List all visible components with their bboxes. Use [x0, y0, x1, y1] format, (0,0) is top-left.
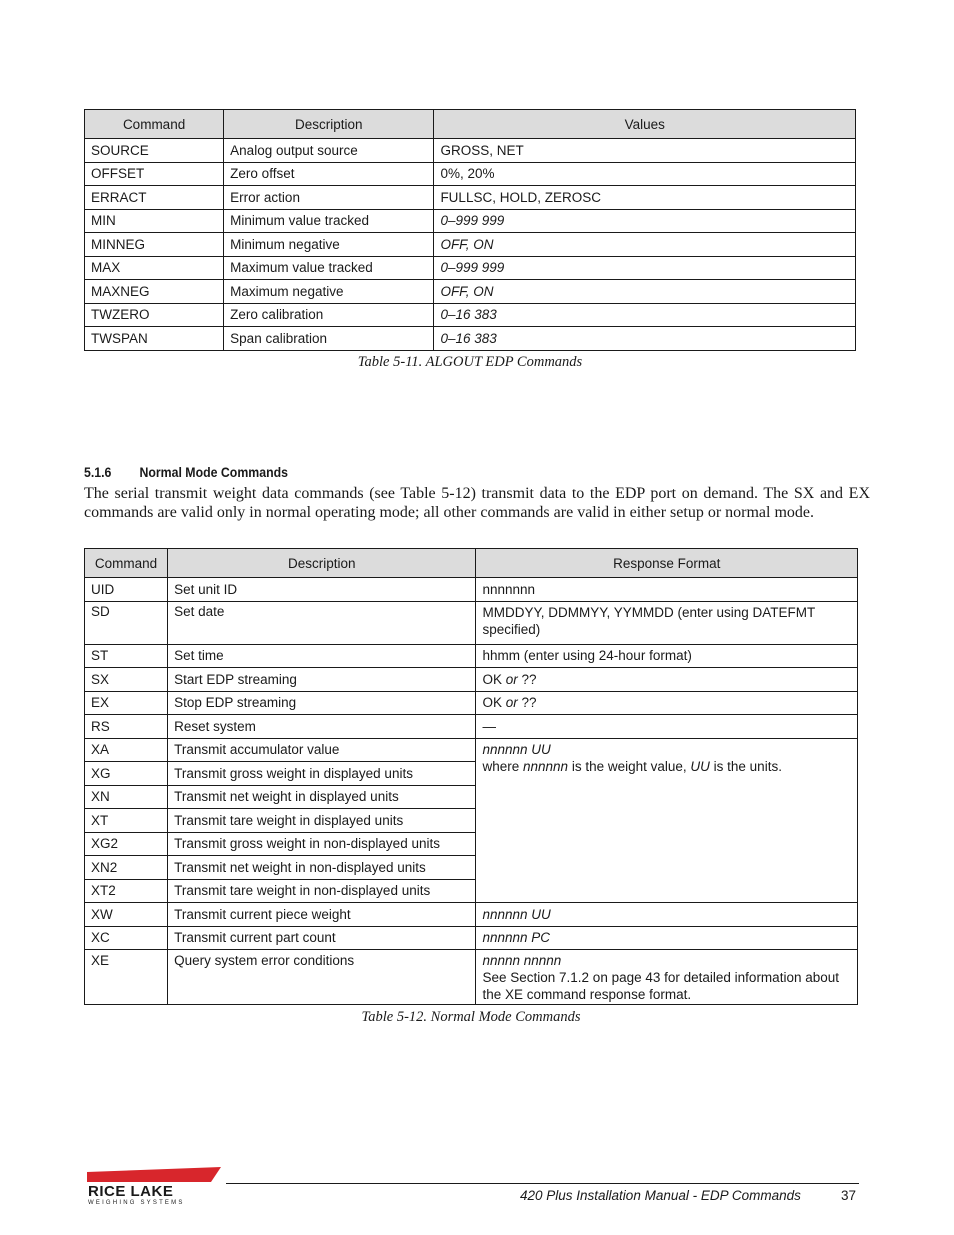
section-heading [84, 464, 288, 480]
table-row [85, 280, 856, 304]
description-cell: Transmit net weight in displayed units [168, 785, 476, 809]
where-text: where [482, 758, 524, 774]
values-cell: 0%, 20% [434, 162, 856, 186]
description-cell: Transmit gross weight in non-displayed units [168, 832, 476, 856]
units-variable: UU [690, 758, 710, 774]
description-cell: Reset system [168, 715, 476, 739]
table-row [85, 691, 858, 715]
response-format-line: nnnnn nnnnn [482, 953, 562, 968]
description-cell: Transmit current piece weight [168, 903, 476, 927]
column-header-response-format: Response Format [476, 549, 858, 578]
table-caption: Table 5-12. Normal Mode Commands [361, 1009, 581, 1025]
section-number: 5.1.6 [84, 464, 112, 480]
command-cell: OFFSET [85, 162, 224, 186]
command-cell: MAXNEG [85, 280, 224, 304]
command-cell: UID [85, 578, 168, 602]
command-cell: XG2 [85, 832, 168, 856]
description-cell: Transmit current part count [168, 926, 476, 950]
column-header-values: Values [434, 110, 856, 139]
table-row [85, 139, 856, 163]
column-header-command: Command [85, 549, 168, 578]
table-row [85, 950, 858, 1005]
table-header-row [85, 549, 858, 578]
table-row [85, 327, 856, 351]
command-cell: SX [85, 668, 168, 692]
logo-wordmark: RICE LAKE [88, 1183, 174, 1200]
table-row [85, 162, 856, 186]
description-cell: Stop EDP streaming [168, 691, 476, 715]
response-cell: — [476, 715, 858, 739]
weight-variable: nnnnnn [523, 758, 569, 774]
section-title: Normal Mode Commands [139, 464, 288, 480]
description-cell: Start EDP streaming [168, 668, 476, 692]
description-cell: Transmit net weight in non-displayed units [168, 856, 476, 880]
command-cell: XN2 [85, 856, 168, 880]
response-cell: nnnnnn PC [476, 926, 858, 950]
table-row [85, 903, 858, 927]
command-cell: TWZERO [85, 303, 224, 327]
response-cell [476, 691, 858, 715]
command-cell: XT [85, 809, 168, 833]
response-cell: hhmm (enter using 24-hour format) [476, 644, 858, 668]
table-row [85, 715, 858, 739]
command-cell: ERRACT [85, 186, 224, 210]
response-cell: MMDDYY, DDMMYY, YYMMDD (enter using DATEFMT specified) [476, 601, 858, 644]
logo-tagline: WEIGHING SYSTEMS [88, 1200, 185, 1206]
description-cell: Minimum negative [224, 233, 434, 257]
table-row [85, 738, 858, 762]
merged-response-cell [476, 738, 858, 903]
command-cell: TWSPAN [85, 327, 224, 351]
column-header-command: Command [85, 110, 224, 139]
command-cell: XG [85, 762, 168, 786]
values-cell: 0–999 999 [434, 209, 856, 233]
description-cell: Span calibration [224, 327, 434, 351]
end-text: is the units. [709, 758, 782, 774]
command-cell: XW [85, 903, 168, 927]
description-cell: Set unit ID [168, 578, 476, 602]
response-cell [476, 950, 858, 1005]
footer-title: 420 Plus Installation Manual - EDP Commands [520, 1188, 801, 1203]
command-cell: XC [85, 926, 168, 950]
response-ok: OK [482, 695, 502, 711]
response-or: or [505, 695, 518, 711]
description-cell: Query system error conditions [168, 950, 476, 1005]
footer-rule [226, 1183, 859, 1184]
description-cell: Zero calibration [224, 303, 434, 327]
values-cell: GROSS, NET [434, 139, 856, 163]
values-cell: 0–16 383 [434, 327, 856, 351]
response-explanation [482, 758, 851, 775]
description-cell: Set time [168, 644, 476, 668]
table-header-row [85, 110, 856, 139]
description-cell: Set date [168, 601, 476, 644]
table-row [85, 601, 858, 644]
response-ok: OK [482, 671, 502, 687]
command-cell: MAX [85, 256, 224, 280]
description-cell: Error action [224, 186, 434, 210]
normal-mode-commands-table [84, 548, 858, 1005]
response-cell: nnnnnn UU [476, 903, 858, 927]
command-cell: RS [85, 715, 168, 739]
description-cell: Maximum value tracked [224, 256, 434, 280]
response-cell: nnnnnnn [476, 578, 858, 602]
page-number: 37 [841, 1188, 857, 1203]
response-explanation: See Section 7.1.2 on page 43 for detailed information about the XE command response format. [482, 970, 839, 1002]
description-cell: Transmit tare weight in non-displayed units [168, 879, 476, 903]
description-cell: Transmit tare weight in displayed units [168, 809, 476, 833]
values-cell: 0–999 999 [434, 256, 856, 280]
description-cell: Maximum negative [224, 280, 434, 304]
section-paragraph: The serial transmit weight data commands (see Table 5-12) transmit data to the EDP port on demand. The SX and EX commands are valid only in normal operating mode; all other commands are valid in either setup or normal mode. [84, 485, 870, 521]
table-row [85, 578, 858, 602]
command-cell: SD [85, 601, 168, 644]
response-cell [476, 668, 858, 692]
command-cell: ST [85, 644, 168, 668]
column-header-description: Description [224, 110, 434, 139]
command-cell: SOURCE [85, 139, 224, 163]
command-cell: XA [85, 738, 168, 762]
table-row [85, 233, 856, 257]
algout-edp-commands-table [84, 109, 856, 351]
values-cell: OFF, ON [434, 233, 856, 257]
command-cell: XE [85, 950, 168, 1005]
description-cell: Transmit gross weight in displayed units [168, 762, 476, 786]
response-format-line: nnnnnn UU [482, 741, 551, 757]
command-cell: XT2 [85, 879, 168, 903]
table-caption: Table 5-11. ALGOUT EDP Commands [357, 354, 583, 370]
table-row [85, 926, 858, 950]
response-or: or [505, 671, 518, 687]
response-error: ?? [521, 671, 537, 687]
table-row [85, 186, 856, 210]
values-cell: 0–16 383 [434, 303, 856, 327]
table-row [85, 303, 856, 327]
command-cell: MINNEG [85, 233, 224, 257]
command-cell: EX [85, 691, 168, 715]
command-cell: MIN [85, 209, 224, 233]
mid-text: is the weight value, [568, 758, 691, 774]
table-row [85, 256, 856, 280]
table-row [85, 209, 856, 233]
response-error: ?? [521, 695, 537, 711]
description-cell: Zero offset [224, 162, 434, 186]
rice-lake-logo [87, 1167, 221, 1207]
values-cell: FULLSC, HOLD, ZEROSC [434, 186, 856, 210]
description-cell: Transmit accumulator value [168, 738, 476, 762]
table-row [85, 668, 858, 692]
description-cell: Minimum value tracked [224, 209, 434, 233]
values-cell: OFF, ON [434, 280, 856, 304]
column-header-description: Description [168, 549, 476, 578]
command-cell: XN [85, 785, 168, 809]
description-cell: Analog output source [224, 139, 434, 163]
table-row [85, 644, 858, 668]
